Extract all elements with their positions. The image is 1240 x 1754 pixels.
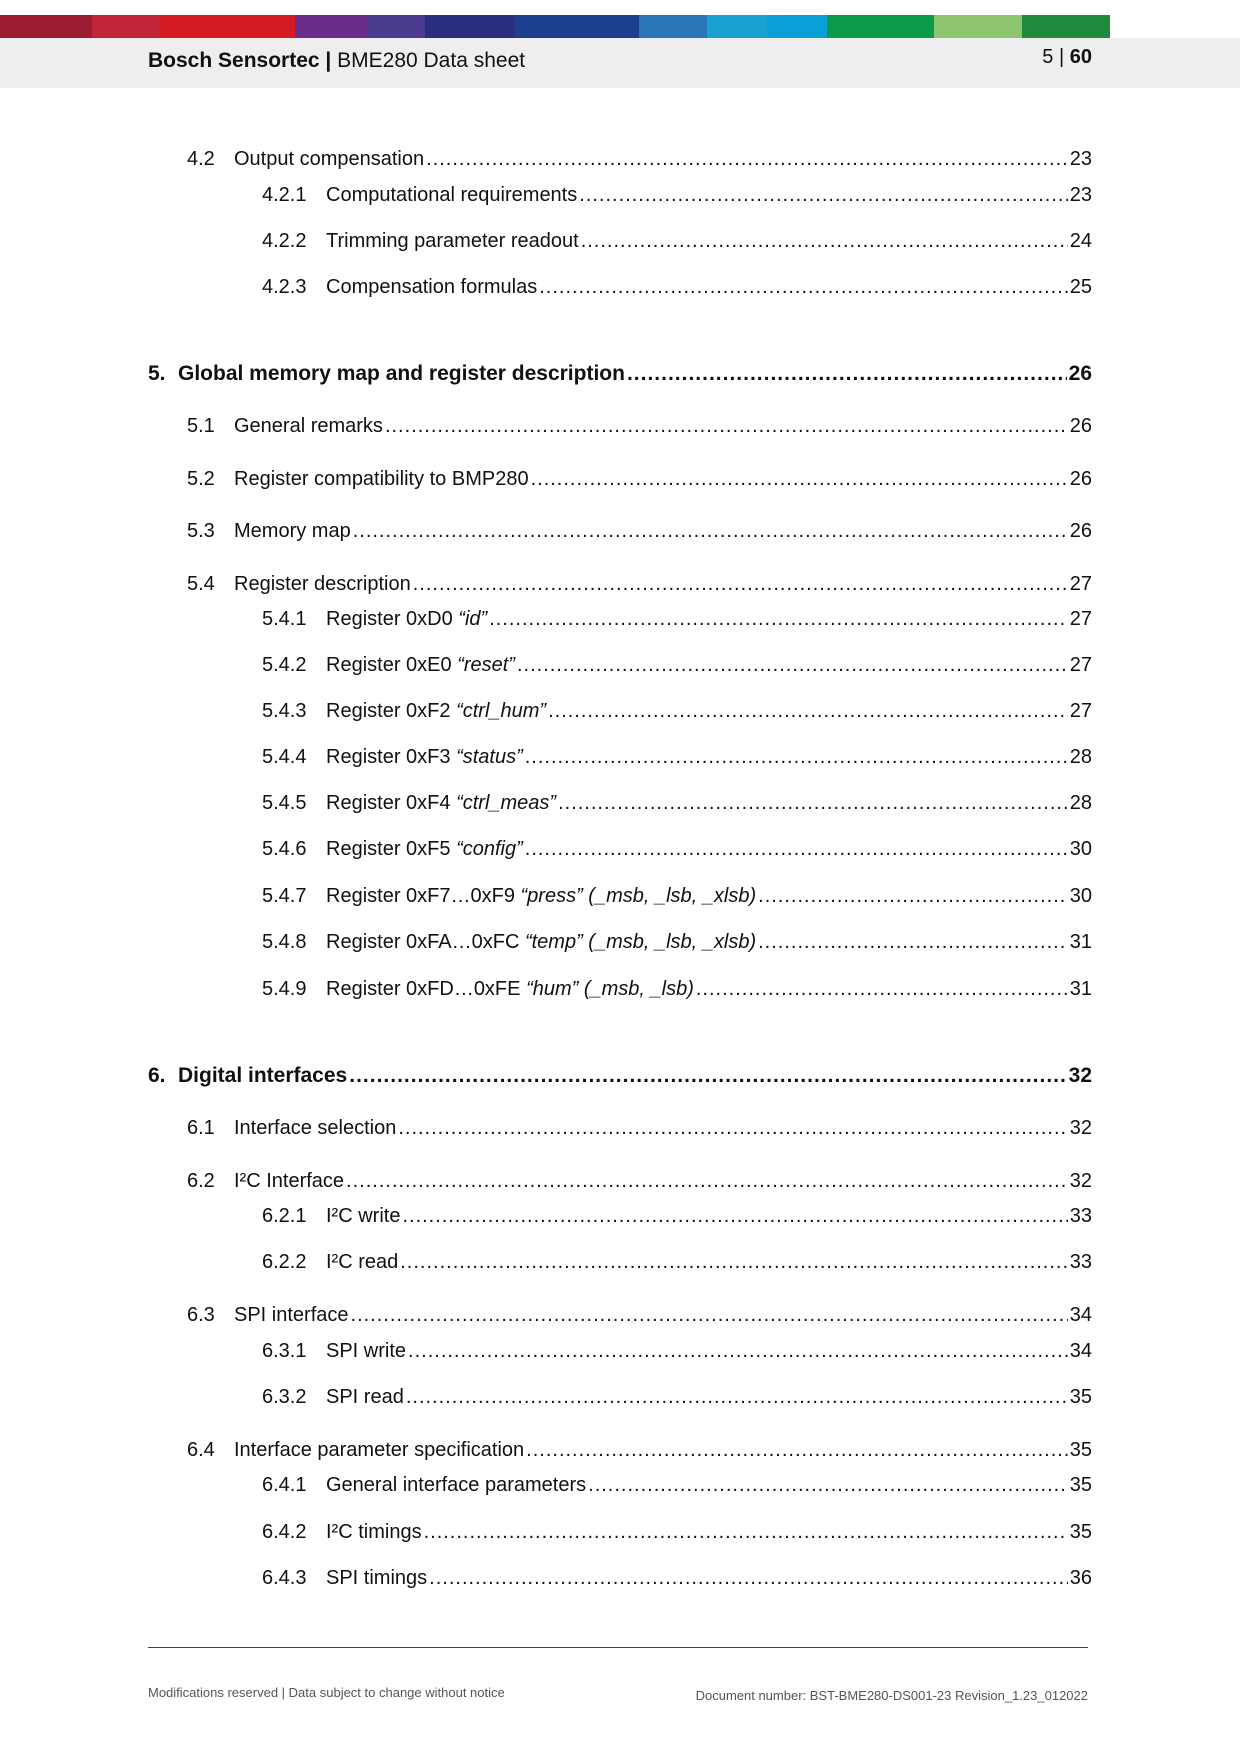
toc-entry[interactable] xyxy=(262,792,1092,815)
footer-divider xyxy=(148,1647,1088,1648)
toc-entry-page: 23 xyxy=(1069,148,1092,170)
toc-entry-number: 5.2 xyxy=(187,468,215,490)
toc-dot-leader xyxy=(406,1386,1068,1409)
toc-entry-title xyxy=(326,654,515,677)
toc-entry-title-text: SPI interface xyxy=(234,1304,349,1326)
toc-entry-register-name: “id” xyxy=(458,608,488,630)
toc-entry-title-text: Register 0xFD…0xFE xyxy=(326,978,527,1000)
toc-entry[interactable] xyxy=(148,362,1092,386)
toc-entry-page: 25 xyxy=(1069,276,1092,298)
band-segment xyxy=(367,15,425,38)
band-segment xyxy=(515,15,639,38)
toc-entry-number: 6.3.1 xyxy=(262,1340,307,1362)
toc-entry-title xyxy=(326,885,756,908)
toc-entry-page: 34 xyxy=(1069,1340,1092,1362)
band-segment xyxy=(425,15,515,38)
toc-entry-title-text: Interface selection xyxy=(234,1117,397,1139)
toc-entry-title-text: Register 0xF7…0xF9 xyxy=(326,885,521,907)
toc-entry-number: 6.4.1 xyxy=(262,1474,307,1496)
toc-entry-page: 26 xyxy=(1069,520,1092,542)
toc-entry-title xyxy=(326,1567,427,1590)
toc-dot-leader xyxy=(758,885,1068,908)
toc-entry-title xyxy=(234,1117,396,1140)
toc-entry-title xyxy=(326,838,523,861)
toc-entry-page: 27 xyxy=(1069,608,1092,630)
toc-entry-title-text: Global memory map and register description xyxy=(178,362,625,385)
toc-dot-leader xyxy=(758,931,1068,954)
toc-dot-leader xyxy=(558,792,1068,815)
toc-dot-leader xyxy=(548,700,1068,723)
toc-entry-title-text: SPI write xyxy=(326,1340,407,1362)
toc-entry-title xyxy=(326,184,577,207)
toc-entry-page: 31 xyxy=(1069,931,1092,953)
toc-dot-leader xyxy=(398,1117,1067,1140)
toc-dot-leader xyxy=(539,276,1068,299)
toc-entry-title xyxy=(326,700,546,723)
toc-entry-page: 35 xyxy=(1069,1474,1092,1496)
toc-entry[interactable] xyxy=(262,654,1092,677)
toc-entry-number: 6.4.3 xyxy=(262,1567,307,1589)
toc-entry[interactable] xyxy=(262,746,1092,769)
toc-entry[interactable] xyxy=(187,1439,1092,1462)
toc-entry-title-text: Memory map xyxy=(234,520,351,542)
toc-entry-page: 24 xyxy=(1069,230,1092,252)
toc-entry-page: 28 xyxy=(1069,746,1092,768)
footer-document-number: Document number: BST-BME280-DS001-23 Revision_1.23_012022 xyxy=(695,1688,1088,1703)
toc-entry-register-name: “temp” (_msb, _lsb, _xlsb) xyxy=(524,931,757,953)
toc-entry-number: 5.4.7 xyxy=(262,885,307,907)
toc-dot-leader xyxy=(429,1567,1068,1590)
toc-entry[interactable] xyxy=(187,148,1092,171)
toc-entry-register-name: “press” (_msb, _lsb, _xlsb) xyxy=(520,885,757,907)
band-segment xyxy=(1022,15,1110,38)
toc-entry-title-text: Register 0xF2 xyxy=(326,700,457,722)
toc-entry-page: 27 xyxy=(1069,654,1092,676)
toc-entry-title xyxy=(234,415,383,438)
toc-entry-number: 6.2.1 xyxy=(262,1205,307,1227)
toc-dot-leader xyxy=(588,1474,1068,1497)
toc-dot-leader xyxy=(351,1304,1068,1327)
toc-dot-leader xyxy=(627,362,1067,386)
toc-entry-title xyxy=(326,1474,586,1497)
toc-entry-page: 26 xyxy=(1068,362,1092,385)
toc-entry[interactable] xyxy=(187,415,1092,438)
toc-dot-leader xyxy=(400,1251,1068,1274)
toc-entry-title xyxy=(234,573,411,596)
toc-entry-title xyxy=(326,230,579,253)
toc-entry-number: 4.2.1 xyxy=(262,184,307,206)
toc-entry-title-text: Register 0xF3 xyxy=(326,746,457,768)
toc-entry-title-text: General remarks xyxy=(234,415,383,437)
toc-entry-page: 30 xyxy=(1069,885,1092,907)
toc-entry[interactable] xyxy=(262,184,1092,207)
toc-entry-title xyxy=(326,1340,406,1363)
toc-entry-title xyxy=(326,978,694,1001)
toc-dot-leader xyxy=(424,1521,1068,1544)
toc-entry-number: 6.2.2 xyxy=(262,1251,307,1273)
toc-entry-title-text: General interface parameters xyxy=(326,1474,587,1496)
toc-entry-title-text: Register compatibility to BMP280 xyxy=(234,468,529,490)
page-separator: | xyxy=(1058,46,1065,68)
band-segment xyxy=(827,15,934,38)
toc-entry-title xyxy=(326,792,556,815)
toc-entry-number: 5.4.3 xyxy=(262,700,307,722)
toc-entry-page: 34 xyxy=(1069,1304,1092,1326)
toc-dot-leader xyxy=(346,1170,1068,1193)
toc-entry[interactable] xyxy=(262,608,1092,631)
toc-entry-title xyxy=(234,1439,524,1462)
toc-dot-leader xyxy=(696,978,1068,1001)
toc-entry-title-text: Register 0xF4 xyxy=(326,792,457,814)
toc-entry[interactable] xyxy=(262,276,1092,299)
toc-entry[interactable] xyxy=(262,700,1092,723)
toc-entry-page: 33 xyxy=(1069,1251,1092,1273)
toc-entry-number: 5.1 xyxy=(187,415,215,437)
toc-entry-register-name: “hum” (_msb, _lsb) xyxy=(526,978,694,1000)
toc-entry-title-text: I²C Interface xyxy=(234,1170,345,1192)
toc-entry-page: 32 xyxy=(1069,1117,1092,1139)
toc-entry-page: 35 xyxy=(1069,1439,1092,1461)
toc-entry-page: 26 xyxy=(1069,468,1092,490)
toc-entry[interactable] xyxy=(262,885,1092,908)
band-segment xyxy=(92,15,160,38)
toc-entry-page: 35 xyxy=(1069,1386,1092,1408)
toc-entry-title xyxy=(326,1386,404,1409)
toc-entry-title-text: Computational requirements xyxy=(326,184,578,206)
toc-entry-register-name: “ctrl_hum” xyxy=(456,700,547,722)
band-segment xyxy=(707,15,767,38)
header-doc-name: BME280 Data sheet xyxy=(337,49,526,72)
toc-entry-number: 6. xyxy=(148,1064,166,1087)
toc-entry-title-text: SPI read xyxy=(326,1386,404,1408)
toc-entry-number: 5.3 xyxy=(187,520,215,542)
toc-entry-page: 35 xyxy=(1069,1521,1092,1543)
toc-entry-page: 27 xyxy=(1069,573,1092,595)
toc-entry-number: 6.3.2 xyxy=(262,1386,307,1408)
toc-dot-leader xyxy=(531,468,1068,491)
toc-entry[interactable] xyxy=(148,1064,1092,1088)
toc-dot-leader xyxy=(353,520,1068,543)
toc-entry-title xyxy=(326,1251,398,1274)
toc-entry-number: 5.4.5 xyxy=(262,792,307,814)
toc-entry-number: 6.4.2 xyxy=(262,1521,307,1543)
toc-entry-page: 32 xyxy=(1068,1064,1092,1087)
page-total: 60 xyxy=(1069,46,1092,68)
band-segment xyxy=(934,15,1022,38)
toc-entry-page: 33 xyxy=(1069,1205,1092,1227)
toc-entry-title-text: Trimming parameter readout xyxy=(326,230,579,252)
toc-entry[interactable] xyxy=(187,1170,1092,1193)
page-current: 5 xyxy=(1042,46,1054,68)
toc-entry[interactable] xyxy=(187,520,1092,543)
header-title xyxy=(148,49,525,73)
toc-entry-page: 30 xyxy=(1069,838,1092,860)
toc-entry-number: 6.4 xyxy=(187,1439,215,1461)
toc-dot-leader xyxy=(349,1064,1066,1088)
toc-entry-title xyxy=(326,931,756,954)
toc-entry-title-text: Register 0xFA…0xFC xyxy=(326,931,525,953)
toc-entry-number: 5.4.6 xyxy=(262,838,307,860)
toc-entry-number: 4.2.3 xyxy=(262,276,307,298)
toc-entry-page: 36 xyxy=(1069,1567,1092,1589)
header-separator: | xyxy=(325,49,332,72)
toc-entry-title-text: Compensation formulas xyxy=(326,276,538,298)
toc-entry-title-text: Register 0xD0 xyxy=(326,608,459,630)
toc-dot-leader xyxy=(413,573,1068,596)
toc-entry-number: 5.4.1 xyxy=(262,608,307,630)
toc-entry-number: 6.1 xyxy=(187,1117,215,1139)
footer-disclaimer: Modifications reserved | Data subject to change without notice xyxy=(148,1685,505,1700)
toc-entry[interactable] xyxy=(262,931,1092,954)
band-segment xyxy=(295,15,367,38)
header-brand: Bosch Sensortec xyxy=(148,49,320,72)
toc-entry-title xyxy=(234,1304,349,1327)
toc-entry-register-name: “reset” xyxy=(457,654,515,676)
toc-dot-leader xyxy=(579,184,1068,207)
toc-entry-title xyxy=(234,148,424,171)
toc-entry-title-text: I²C read xyxy=(326,1251,399,1273)
toc-entry-title-text: Digital interfaces xyxy=(178,1064,348,1087)
toc-entry-title-text: SPI timings xyxy=(326,1567,428,1589)
toc-entry-page: 32 xyxy=(1069,1170,1092,1192)
toc-entry[interactable] xyxy=(262,978,1092,1001)
page-header xyxy=(0,38,1240,88)
toc-entry-title-text: I²C write xyxy=(326,1205,401,1227)
toc-entry[interactable] xyxy=(187,468,1092,491)
toc-entry-number: 5.4 xyxy=(187,573,215,595)
toc-entry[interactable] xyxy=(187,1304,1092,1327)
toc-dot-leader xyxy=(525,838,1068,861)
toc-entry-title xyxy=(326,276,537,299)
band-segment xyxy=(0,15,92,38)
toc-entry-number: 6.2 xyxy=(187,1170,215,1192)
toc-entry[interactable] xyxy=(262,1474,1092,1497)
toc-entry-register-name: “config” xyxy=(456,838,523,860)
toc-entry-page: 27 xyxy=(1069,700,1092,722)
toc-entry-number: 5.4.4 xyxy=(262,746,307,768)
toc-entry[interactable] xyxy=(187,1117,1092,1140)
toc-entry-title xyxy=(326,1521,422,1544)
toc-dot-leader xyxy=(402,1205,1067,1228)
toc-entry-title-text: I²C timings xyxy=(326,1521,422,1543)
toc-entry-title-text: Output compensation xyxy=(234,148,425,170)
toc-entry-number: 4.2.2 xyxy=(262,230,307,252)
band-segment xyxy=(160,15,295,38)
toc-dot-leader xyxy=(489,608,1068,631)
toc-entry-page: 31 xyxy=(1069,978,1092,1000)
toc-entry[interactable] xyxy=(262,1386,1092,1409)
toc-entry-title xyxy=(234,468,529,491)
toc-dot-leader xyxy=(426,148,1068,171)
toc-entry-title-text: Register description xyxy=(234,573,411,595)
toc-entry-page: 26 xyxy=(1069,415,1092,437)
toc-entry-title-text: Register 0xE0 xyxy=(326,654,458,676)
toc-entry[interactable] xyxy=(262,1567,1092,1590)
toc-entry-register-name: “ctrl_meas” xyxy=(456,792,557,814)
toc-entry-title xyxy=(178,1064,347,1088)
toc-entry-number: 4.2 xyxy=(187,148,215,170)
toc-entry-number: 5.4.2 xyxy=(262,654,307,676)
toc-entry[interactable] xyxy=(262,230,1092,253)
toc-entry-title xyxy=(234,520,351,543)
page-number xyxy=(1042,46,1092,69)
toc-entry-page: 28 xyxy=(1069,792,1092,814)
band-segment xyxy=(639,15,707,38)
toc-dot-leader xyxy=(385,415,1068,438)
toc-entry-title xyxy=(234,1170,344,1193)
toc-entry-register-name: “status” xyxy=(456,746,523,768)
toc-dot-leader xyxy=(408,1340,1068,1363)
toc-dot-leader xyxy=(526,1439,1068,1462)
toc-dot-leader xyxy=(581,230,1068,253)
toc-entry[interactable] xyxy=(262,1205,1092,1228)
toc-entry[interactable] xyxy=(262,1340,1092,1363)
toc-entry-number: 5.4.9 xyxy=(262,978,307,1000)
toc-entry[interactable] xyxy=(262,1521,1092,1544)
toc-entry-title-text: Interface parameter specification xyxy=(234,1439,525,1461)
toc-dot-leader xyxy=(525,746,1068,769)
toc-entry-page: 23 xyxy=(1069,184,1092,206)
toc-entry[interactable] xyxy=(262,1251,1092,1274)
toc-entry[interactable] xyxy=(262,838,1092,861)
brand-color-band xyxy=(0,15,1240,38)
toc-entry-title xyxy=(326,1205,400,1228)
toc-entry-title xyxy=(326,746,523,769)
toc-entry-number: 5.4.8 xyxy=(262,931,307,953)
band-segment xyxy=(767,15,827,38)
toc-entry-title xyxy=(178,362,625,386)
toc-dot-leader xyxy=(517,654,1068,677)
toc-entry-title xyxy=(326,608,487,631)
toc-entry-title-text: Register 0xF5 xyxy=(326,838,457,860)
toc-entry-number: 5. xyxy=(148,362,166,385)
toc-entry-number: 6.3 xyxy=(187,1304,215,1326)
toc-entry[interactable] xyxy=(187,573,1092,596)
